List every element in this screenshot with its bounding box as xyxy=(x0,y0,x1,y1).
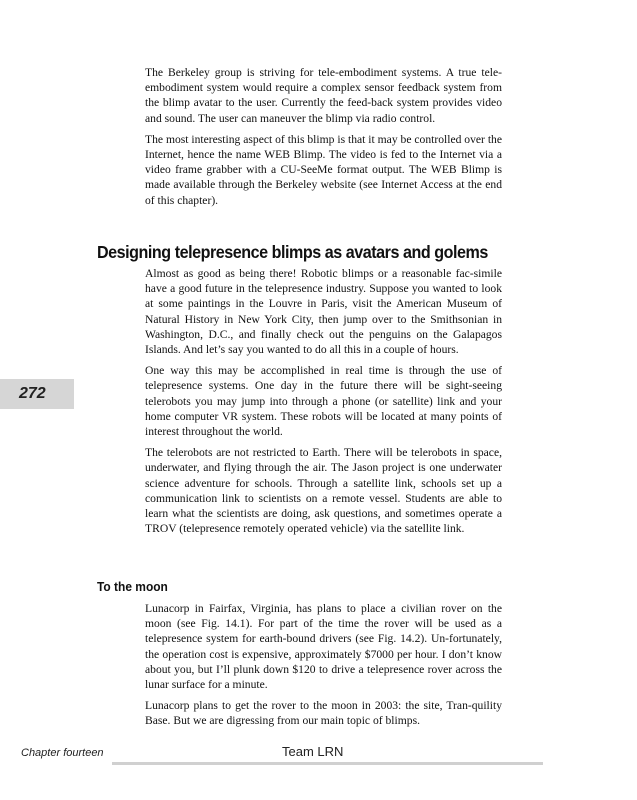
section-text-block xyxy=(145,266,502,542)
paragraph: Almost as good as being there! Robotic blimps or a reasonable fac-simile have a good future in the telepresence industry. Suppose you wanted to look at some paintings in the Louvre in Paris, visit the American Museum of Natural History in New York City, then jump over to the Smithsonian in Washington, D.C., and finally check out the penguins on the Galapagos Islands. And let’s say you wanted to do all this in a couple of hours. xyxy=(145,267,502,357)
paragraph: The telerobots are not restricted to Earth. There will be telerobots in space, underwater, and flying through the air. The Jason project is one underwater science adventure for schools. Through a satellite link, schools set up a communication link to scientists on a remote vessel. Students are able to learn what the scientists are doing, ask questions, and sometimes operate a TROV (telepresence remotely operated vehicle) via the satellite link. xyxy=(145,446,502,536)
intro-text-block xyxy=(145,65,502,214)
page-number: 272 xyxy=(19,385,46,402)
section-heading: Designing telepresence blimps as avatars and golems xyxy=(97,242,488,262)
paragraph: Lunacorp plans to get the rover to the moon in 2003: the site, Tran-quility Base. But we are digressing from our main topic of blimps. xyxy=(145,699,502,728)
paragraph: The most interesting aspect of this blimp is that it may be controlled over the Internet, hence the name WEB Blimp. The video is fed to the Internet via a video frame grabber with a CU-SeeMe format output. The WEB Blimp is made available through the Berkeley website (see Internet Access at the end of this chapter). xyxy=(145,132,502,207)
paragraph: The Berkeley group is striving for tele-embodiment systems. A true tele-embodiment system would require a complex sensor feedback system from the blimp avatar to the user. Currently the feed-back system provides video and sound. The user can maneuver the blimp via radio control. xyxy=(145,66,502,125)
footer-center-text: Team LRN xyxy=(282,744,344,759)
paragraph: Lunacorp in Fairfax, Virginia, has plans to place a civilian rover on the moon (see Fig. 14.1). For part of the time the rover will be used as a telepresence system for earth-bound drivers (see Fig. 14.2). Un-fortunately, the operation cost is expensive, approximately $7000 per hour. I don’t know about you, but I’ll plunk down $120 to drive a telepresence rover across the lunar surface for a minute. xyxy=(145,602,502,692)
footer-chapter: Chapter fourteen xyxy=(21,747,104,759)
paragraph: One way this may be accomplished in real time is through the use of telepresence systems. One day in the future there will be sight-seeing telerobots you may jump into through a phone (or satellite) link and your home computer VR system. These robots will be located at many points of interest throughout the world. xyxy=(145,364,502,439)
subsection-heading: To the moon xyxy=(97,579,168,594)
footer-rule xyxy=(112,762,543,765)
page-number-tab xyxy=(0,379,74,409)
subsection-text-block xyxy=(145,601,502,735)
